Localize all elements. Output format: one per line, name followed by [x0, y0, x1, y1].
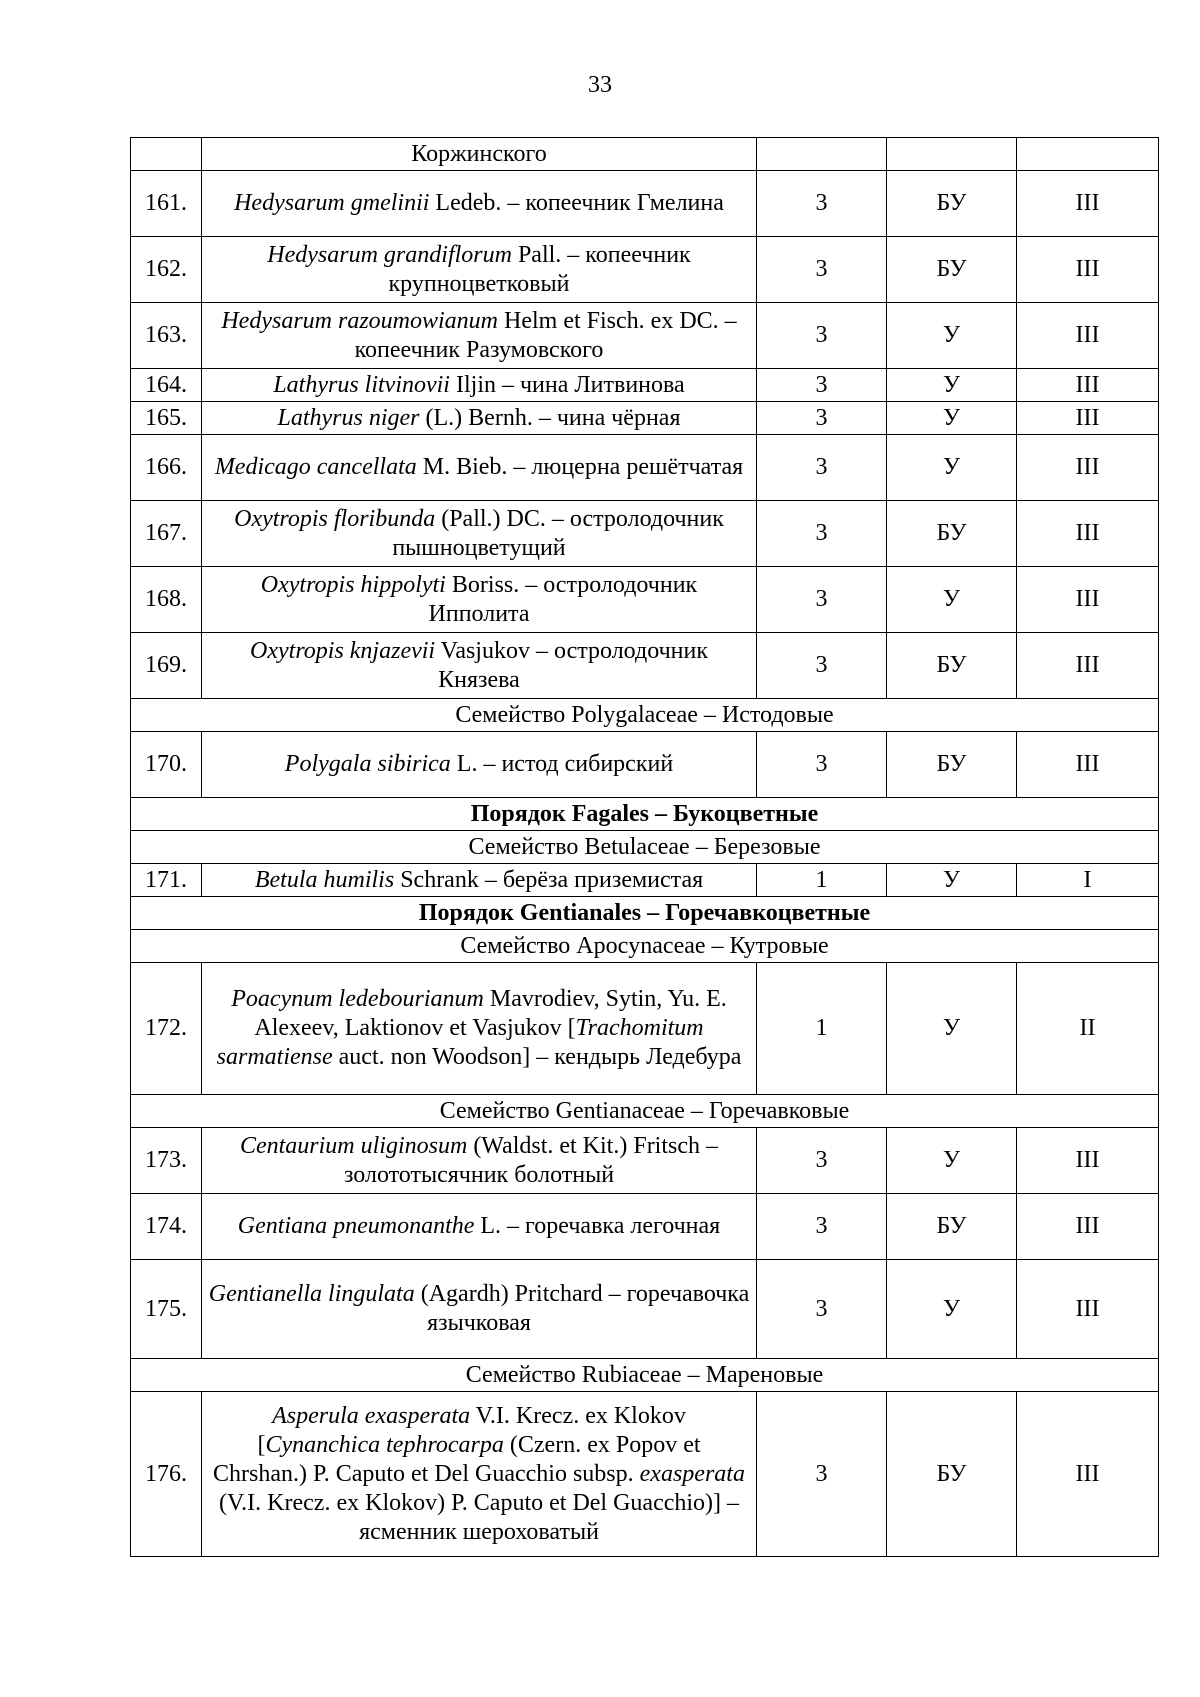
status-cell: У	[887, 435, 1017, 501]
species-name	[202, 369, 757, 402]
category-cell: 3	[757, 1128, 887, 1194]
name-text: Pall. – копеечник крупноцветковый	[388, 241, 691, 297]
latin-name: Oxytropis hippolyti	[260, 571, 446, 598]
category-cell: 3	[757, 1194, 887, 1260]
table-row	[131, 171, 1159, 237]
group-cell: II	[1017, 963, 1159, 1095]
name-text: Schrank – берёза приземистая	[394, 866, 704, 893]
table-row	[131, 138, 1159, 171]
family-heading: Семейство Polygalaceae – Истодовые	[131, 699, 1159, 732]
group-cell: III	[1017, 237, 1159, 303]
group-cell: III	[1017, 369, 1159, 402]
latin-name: Oxytropis floribunda	[234, 505, 436, 532]
species-name	[202, 1194, 757, 1260]
name-text: Helm et Fisch. ex DC. – копеечник Разумовского	[354, 307, 737, 363]
status-cell: У	[887, 402, 1017, 435]
row-number: 171.	[131, 864, 202, 897]
name-text: Iljin – чина Литвинова	[449, 371, 685, 398]
latin-name: Centaurium uliginosum	[239, 1132, 468, 1159]
group-cell: III	[1017, 501, 1159, 567]
row-number: 172.	[131, 963, 202, 1095]
species-name	[202, 732, 757, 798]
name-text: L. – истод сибирский	[450, 751, 674, 777]
name-text: (Pall.) DC. – остролодочник пышноцветущий	[392, 505, 724, 561]
category-cell: 3	[757, 171, 887, 237]
species-table	[130, 137, 1159, 1557]
species-name	[202, 402, 757, 435]
latin-name: Poacynum ledebourianum	[231, 986, 484, 1012]
category-cell: 3	[757, 237, 887, 303]
latin-name: exasperata	[639, 1460, 745, 1487]
latin-name: Oxytropis knjazevii	[250, 637, 436, 664]
order-heading: Порядок Fagales – Букоцветные	[131, 798, 1159, 831]
latin-name: Asperula exasperata	[272, 1402, 471, 1429]
table-row	[131, 732, 1159, 798]
status-cell: У	[887, 303, 1017, 369]
name-text: (V.I. Krecz. ex Klokov) P. Caputo et Del Guacchio)] – ясменник шероховатый	[218, 1489, 740, 1545]
family-heading-row	[131, 831, 1159, 864]
species-name	[202, 1128, 757, 1194]
category-cell: 3	[757, 633, 887, 699]
table-row	[131, 237, 1159, 303]
table-row	[131, 1392, 1159, 1557]
table-row	[131, 1194, 1159, 1260]
status-cell: БУ	[887, 171, 1017, 237]
group-cell: III	[1017, 567, 1159, 633]
row-number: 170.	[131, 732, 202, 798]
row-number: 165.	[131, 402, 202, 435]
species-name	[202, 171, 757, 237]
family-heading: Семейство Betulaceae – Березовые	[131, 831, 1159, 864]
latin-name: Medicago cancellata	[214, 454, 417, 480]
species-name	[202, 633, 757, 699]
latin-name: Polygala sibirica	[284, 751, 451, 777]
name-text: Mavrodiev, Sytin, Yu. E. Alexeev, Laktionov et Vasjukov [	[254, 986, 727, 1041]
group-cell: III	[1017, 1260, 1159, 1359]
category-cell: 3	[757, 402, 887, 435]
status-cell: БУ	[887, 1194, 1017, 1260]
table-row	[131, 864, 1159, 897]
status-cell: У	[887, 1260, 1017, 1359]
status-cell	[887, 138, 1017, 171]
category-cell: 3	[757, 369, 887, 402]
category-cell: 3	[757, 303, 887, 369]
family-heading-row	[131, 699, 1159, 732]
row-number: 161.	[131, 171, 202, 237]
table-row	[131, 402, 1159, 435]
category-cell: 3	[757, 732, 887, 798]
family-heading: Семейство Apocynaceae – Кутровые	[131, 930, 1159, 963]
status-cell: БУ	[887, 633, 1017, 699]
table-row	[131, 567, 1159, 633]
name-text: (Czern. ex Popov et Chrshan.) P. Caputo et Del Guacchio subsp.	[213, 1431, 701, 1487]
family-heading-row	[131, 1095, 1159, 1128]
family-heading: Семейство Rubiaceae – Мареновые	[131, 1359, 1159, 1392]
row-number: 168.	[131, 567, 202, 633]
status-cell: У	[887, 963, 1017, 1095]
order-heading-row	[131, 897, 1159, 930]
species-name	[202, 963, 757, 1095]
species-name	[202, 501, 757, 567]
category-cell: 3	[757, 567, 887, 633]
group-cell: III	[1017, 171, 1159, 237]
name-text: V.I. Krecz. ex Klokov [	[257, 1402, 686, 1458]
row-number: 176.	[131, 1392, 202, 1557]
row-number: 173.	[131, 1128, 202, 1194]
family-heading: Семейство Gentianaceae – Горечавковые	[131, 1095, 1159, 1128]
category-cell: 1	[757, 963, 887, 1095]
species-name	[202, 1392, 757, 1557]
latin-name: Hedysarum gmelinii	[234, 190, 430, 216]
name-text: Vasjukov – остролодочник Князева	[435, 637, 708, 693]
status-cell: У	[887, 369, 1017, 402]
row-number: 167.	[131, 501, 202, 567]
name-text: (Agardh) Pritchard – горечавочка язычковая	[414, 1281, 750, 1336]
latin-name: Hedysarum razoumowianum	[221, 307, 499, 334]
group-cell	[1017, 138, 1159, 171]
group-cell: III	[1017, 1128, 1159, 1194]
name-text: Boriss. – остролодочник Ипполита	[428, 571, 698, 627]
category-cell: 3	[757, 1392, 887, 1557]
row-number	[131, 138, 202, 171]
name-text: Ledeb. – копеечник Гмелина	[429, 190, 724, 216]
name-text: L. – горечавка легочная	[474, 1213, 721, 1239]
latin-name: Betula humilis	[254, 866, 395, 893]
status-cell: У	[887, 567, 1017, 633]
family-heading-row	[131, 1359, 1159, 1392]
species-name	[202, 864, 757, 897]
group-cell: III	[1017, 435, 1159, 501]
table-row	[131, 1128, 1159, 1194]
family-heading-row	[131, 930, 1159, 963]
name-text: (Waldst. et Kit.) Fritsch – золототысячник болотный	[343, 1132, 719, 1188]
table-row	[131, 633, 1159, 699]
category-cell: 3	[757, 435, 887, 501]
group-cell: III	[1017, 1194, 1159, 1260]
group-cell: III	[1017, 633, 1159, 699]
status-cell: БУ	[887, 501, 1017, 567]
row-number: 166.	[131, 435, 202, 501]
row-number: 164.	[131, 369, 202, 402]
row-number: 162.	[131, 237, 202, 303]
latin-name: Hedysarum grandiflorum	[267, 241, 512, 268]
species-name	[202, 435, 757, 501]
category-cell: 1	[757, 864, 887, 897]
species-name	[202, 237, 757, 303]
table-row	[131, 963, 1159, 1095]
table-row	[131, 501, 1159, 567]
species-name	[202, 1260, 757, 1359]
group-cell: III	[1017, 303, 1159, 369]
row-number: 163.	[131, 303, 202, 369]
latin-name: Cynanchica tephrocarpa	[265, 1431, 504, 1458]
table-row	[131, 303, 1159, 369]
latin-name: Gentianella lingulata	[208, 1281, 415, 1307]
status-cell: У	[887, 1128, 1017, 1194]
latin-name: Lathyrus litvinovii	[273, 371, 450, 398]
group-cell: I	[1017, 864, 1159, 897]
table-row	[131, 435, 1159, 501]
row-number: 175.	[131, 1260, 202, 1359]
page-number: 33	[588, 72, 612, 98]
row-number: 174.	[131, 1194, 202, 1260]
status-cell: БУ	[887, 732, 1017, 798]
name-text: Коржинского	[411, 140, 547, 167]
name-text: auct. non Woodson] – кендырь Ледебура	[332, 1044, 742, 1070]
order-heading: Порядок Gentianales – Горечавкоцветные	[131, 897, 1159, 930]
latin-name: Lathyrus niger	[277, 404, 420, 431]
row-number: 169.	[131, 633, 202, 699]
latin-name: Trachomitum sarmatiense	[216, 1015, 704, 1070]
table-row	[131, 369, 1159, 402]
group-cell: III	[1017, 732, 1159, 798]
category-cell	[757, 138, 887, 171]
status-cell: БУ	[887, 1392, 1017, 1557]
name-text: M. Bieb. – люцерна решётчатая	[416, 454, 744, 480]
status-cell: БУ	[887, 237, 1017, 303]
category-cell: 3	[757, 501, 887, 567]
group-cell: III	[1017, 402, 1159, 435]
species-name	[202, 303, 757, 369]
table-row	[131, 1260, 1159, 1359]
species-name	[202, 567, 757, 633]
order-heading-row	[131, 798, 1159, 831]
latin-name: Gentiana pneumonanthe	[237, 1213, 475, 1239]
status-cell: У	[887, 864, 1017, 897]
group-cell: III	[1017, 1392, 1159, 1557]
species-name	[202, 138, 757, 171]
name-text: (L.) Bernh. – чина чёрная	[419, 404, 681, 431]
category-cell: 3	[757, 1260, 887, 1359]
